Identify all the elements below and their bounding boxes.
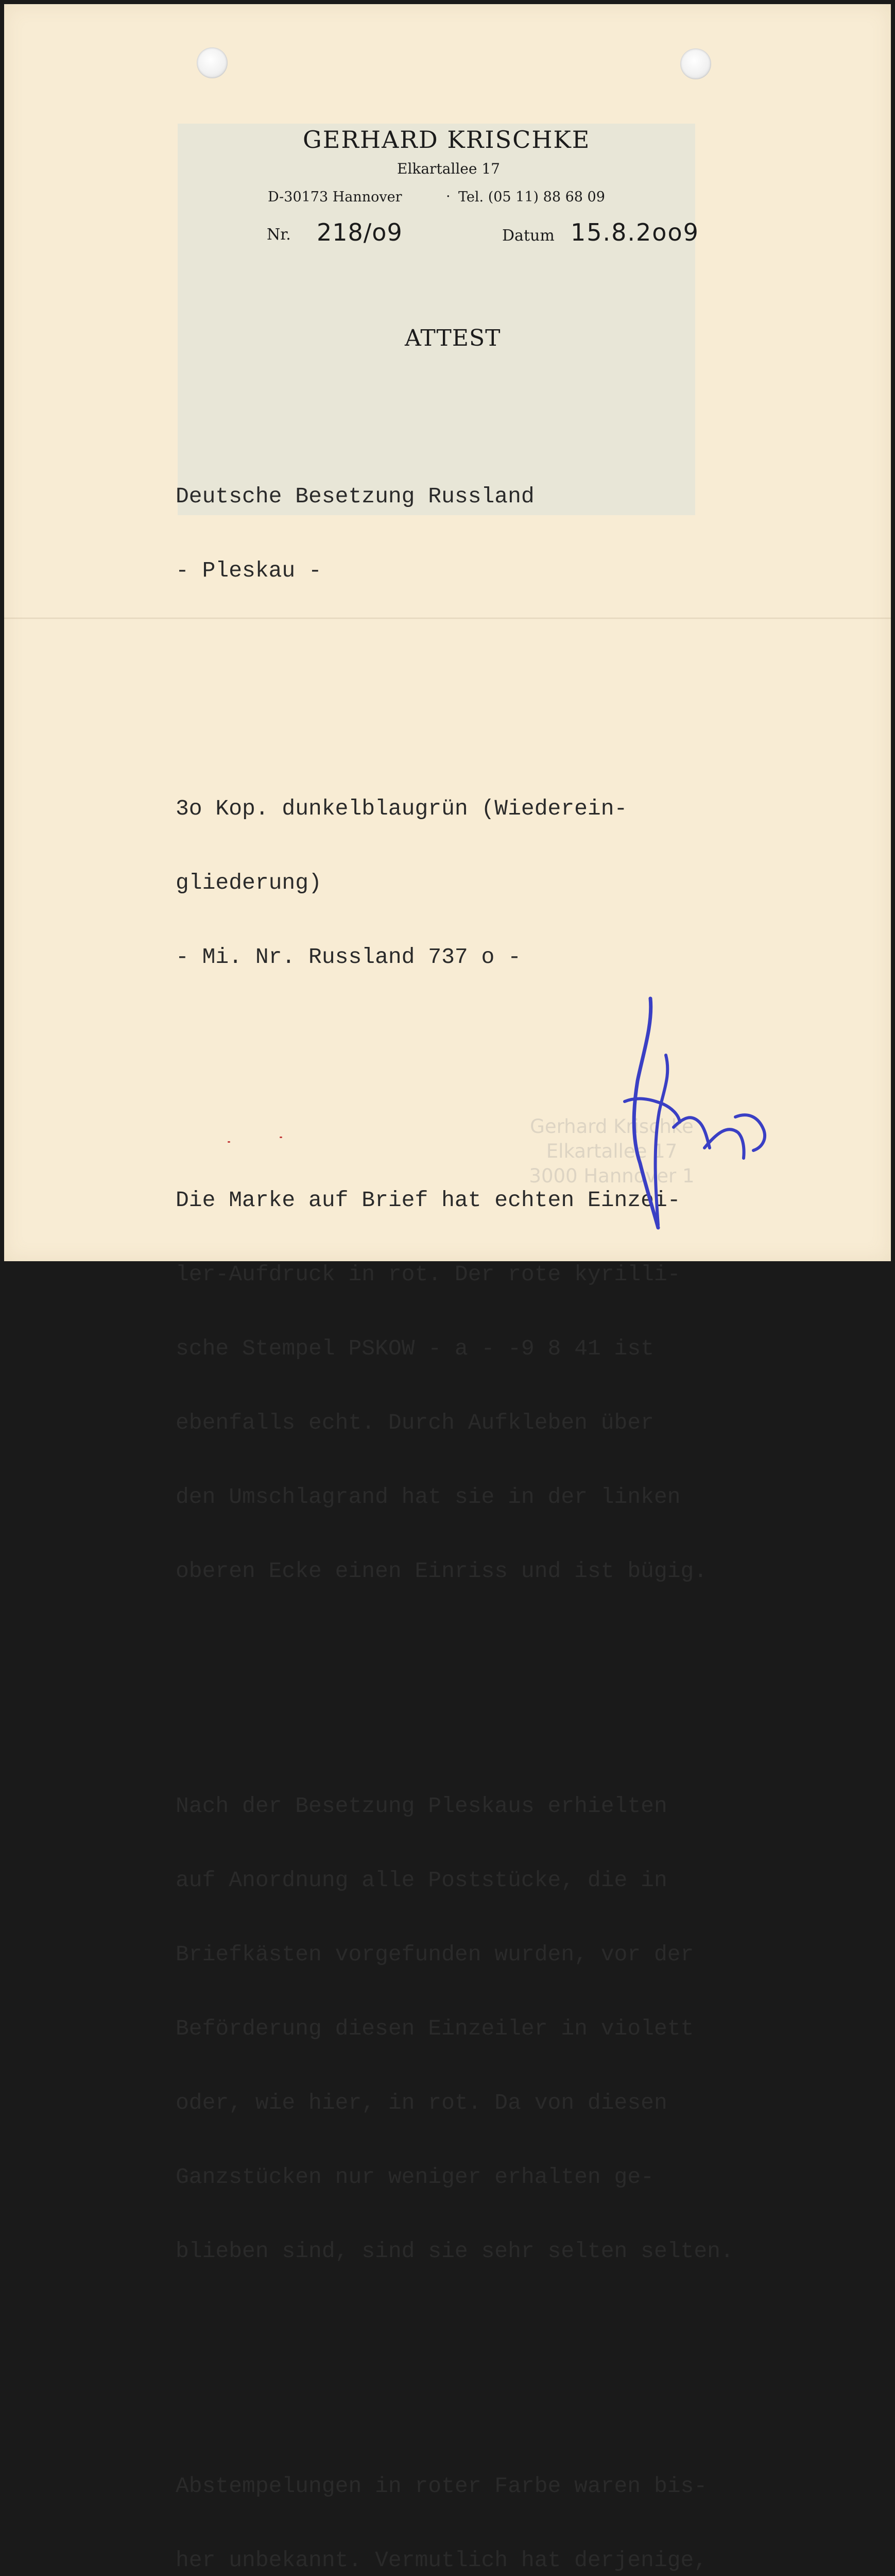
item-heading <box>176 435 860 633</box>
text-line: ebenfalls echt. Durch Aufkleben über <box>176 1410 654 1435</box>
document-title: ATTEST <box>405 325 501 351</box>
red-ink-speck <box>228 1141 230 1143</box>
text-line: gliederung) <box>176 870 322 895</box>
attest-body <box>176 385 860 2576</box>
text-line: den Umschlagrand hat sie in der linken <box>176 1484 681 1510</box>
text-line: oder, wie hier, in rot. Da von diesen <box>176 2090 667 2115</box>
text-line: Beförderung diesen Einzeiler in violett <box>176 2016 694 2041</box>
text-line: Abstempelungen in roter Farbe waren bis- <box>176 2473 708 2499</box>
stamp-line: 3000 Hannover 1 <box>529 1165 695 1187</box>
date-label: Datum <box>502 227 555 245</box>
text-line: - Pleskau - <box>176 558 322 583</box>
text-line: auf Anordnung alle Poststücke, die in <box>176 1868 667 1893</box>
stamp-line: Gerhard Krischke <box>530 1115 694 1138</box>
text-line: sche Stempel PSKOW - a - -9 8 41 ist <box>176 1336 654 1361</box>
handwritten-signature <box>622 993 777 1230</box>
text-line: 3o Kop. dunkelblaugrün (Wiederein- <box>176 796 628 821</box>
text-line: her unbekannt. Vermutlich hat derjenige, <box>176 2548 708 2573</box>
paragraph-cancellation <box>176 2425 860 2576</box>
reference-number-label: Nr. <box>267 226 291 244</box>
date-value: 15.8.2oo9 <box>571 218 699 246</box>
stamp-description <box>176 747 860 1019</box>
punch-hole-right <box>680 48 711 79</box>
text-line: Nach der Besetzung Pleskaus erhielten <box>176 1793 667 1819</box>
text-line: blieben sind, sind sie sehr selten selten. <box>176 2239 734 2264</box>
letterhead-street: Elkartallee 17 <box>397 160 500 177</box>
text-line: Deutsche Besetzung Russland <box>176 484 535 509</box>
attest-document <box>4 4 891 2573</box>
stamp-line: Elkartallee 17 <box>546 1140 678 1162</box>
letterhead-separator: · <box>446 189 451 205</box>
text-line: Ganzstücken nur weniger erhalten ge- <box>176 2164 654 2190</box>
red-ink-speck <box>280 1137 282 1138</box>
text-line: oberen Ecke einen Einriss und ist bügig. <box>176 1558 708 1584</box>
letterhead-phone: Tel. (05 11) 88 68 09 <box>458 189 605 205</box>
text-line: Die Marke auf Brief hat echten Einzei- <box>176 1188 681 1213</box>
letterhead-name: GERHARD KRISCHKE <box>303 126 591 154</box>
paragraph-history <box>176 1744 860 2313</box>
text-line: ler-Aufdruck in rot. Der rote kyrilli- <box>176 1262 681 1287</box>
text-line: - Mi. Nr. Russland 737 o - <box>176 944 521 970</box>
text-line: Briefkästen vorgefunden wurden, vor der <box>176 1942 694 1967</box>
reference-number-value: 218/o9 <box>317 218 403 246</box>
letterhead-city: D-30173 Hannover <box>268 189 402 205</box>
punch-hole-left <box>197 47 228 78</box>
